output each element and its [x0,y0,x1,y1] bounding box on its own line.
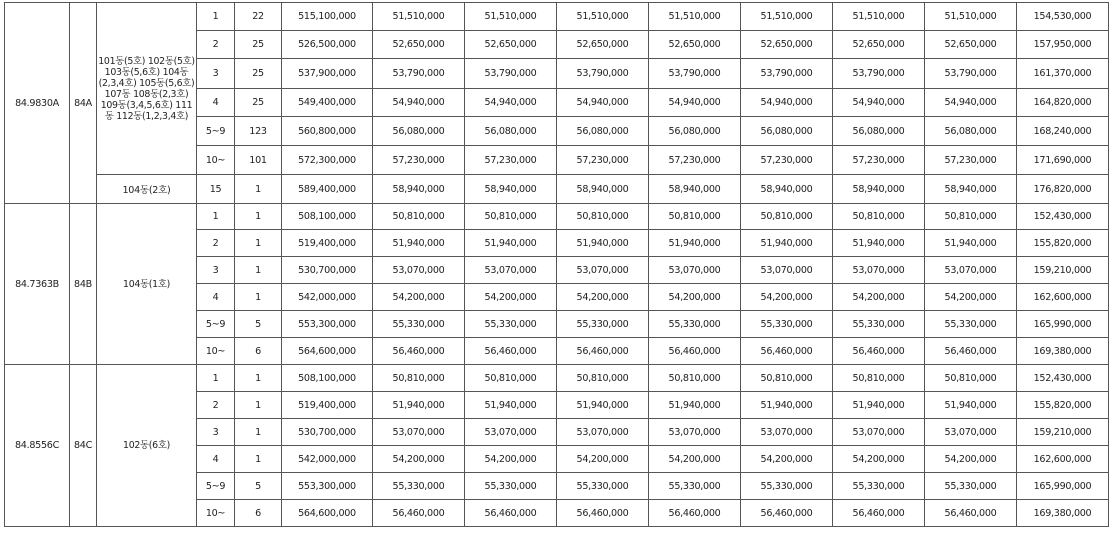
p2-cell: 56,460,000 [465,338,557,365]
table-row [5,365,1109,392]
p1-cell: 52,650,000 [373,31,465,59]
p1-cell: 54,200,000 [373,446,465,473]
p6-cell: 55,330,000 [833,473,925,500]
balance-cell: 169,380,000 [1017,500,1109,527]
p7-cell: 57,230,000 [925,146,1017,175]
balance-cell: 159,210,000 [1017,419,1109,446]
balance-cell: 168,240,000 [1017,117,1109,146]
floor-cell: 1 [197,3,235,31]
p3-cell: 51,510,000 [557,3,649,31]
total-cell: 530,700,000 [282,419,373,446]
p7-cell: 56,460,000 [925,338,1017,365]
p5-cell: 53,790,000 [741,59,833,89]
p2-cell: 57,230,000 [465,146,557,175]
p6-cell: 58,940,000 [833,175,925,204]
p6-cell: 55,330,000 [833,311,925,338]
p5-cell: 56,080,000 [741,117,833,146]
p3-cell: 57,230,000 [557,146,649,175]
balance-cell: 155,820,000 [1017,230,1109,257]
total-cell: 572,300,000 [282,146,373,175]
p7-cell: 51,940,000 [925,230,1017,257]
p2-cell: 58,940,000 [465,175,557,204]
units-cell: 123 [235,117,282,146]
p7-cell: 54,200,000 [925,446,1017,473]
p6-cell: 54,200,000 [833,284,925,311]
p5-cell: 51,940,000 [741,230,833,257]
floor-cell: 10~ [197,146,235,175]
p5-cell: 50,810,000 [741,204,833,230]
p6-cell: 56,460,000 [833,338,925,365]
p3-cell: 53,070,000 [557,257,649,284]
p7-cell: 50,810,000 [925,365,1017,392]
type-cell: 84A [70,3,97,204]
p4-cell: 51,940,000 [649,392,741,419]
p2-cell: 51,940,000 [465,230,557,257]
p6-cell: 51,940,000 [833,230,925,257]
total-cell: 549,400,000 [282,89,373,117]
p2-cell: 56,460,000 [465,500,557,527]
p2-cell: 51,940,000 [465,392,557,419]
p3-cell: 54,200,000 [557,284,649,311]
table-row [5,175,1109,204]
floor-cell: 2 [197,31,235,59]
total-cell: 542,000,000 [282,284,373,311]
p7-cell: 54,200,000 [925,284,1017,311]
p3-cell: 50,810,000 [557,204,649,230]
p4-cell: 51,940,000 [649,230,741,257]
floor-cell: 15 [197,175,235,204]
floor-cell: 3 [197,257,235,284]
total-cell: 519,400,000 [282,392,373,419]
p4-cell: 54,940,000 [649,89,741,117]
total-cell: 589,400,000 [282,175,373,204]
p4-cell: 53,070,000 [649,257,741,284]
price-table-body [5,3,1109,527]
p3-cell: 54,940,000 [557,89,649,117]
p4-cell: 50,810,000 [649,365,741,392]
p5-cell: 55,330,000 [741,473,833,500]
price-table [4,2,1109,527]
units-cell: 1 [235,446,282,473]
type-cell: 84B [70,204,97,365]
p2-cell: 56,080,000 [465,117,557,146]
total-cell: 537,900,000 [282,59,373,89]
p2-cell: 54,200,000 [465,284,557,311]
p7-cell: 51,510,000 [925,3,1017,31]
balance-cell: 159,210,000 [1017,257,1109,284]
p2-cell: 53,070,000 [465,257,557,284]
p1-cell: 51,940,000 [373,392,465,419]
p6-cell: 50,810,000 [833,365,925,392]
balance-cell: 169,380,000 [1017,338,1109,365]
units-cell: 5 [235,473,282,500]
p2-cell: 52,650,000 [465,31,557,59]
balance-cell: 157,950,000 [1017,31,1109,59]
p1-cell: 55,330,000 [373,311,465,338]
p7-cell: 55,330,000 [925,311,1017,338]
p2-cell: 50,810,000 [465,204,557,230]
units-cell: 1 [235,392,282,419]
p3-cell: 55,330,000 [557,311,649,338]
p1-cell: 54,940,000 [373,89,465,117]
p5-cell: 56,460,000 [741,338,833,365]
p6-cell: 54,940,000 [833,89,925,117]
floor-cell: 10~ [197,338,235,365]
total-cell: 508,100,000 [282,204,373,230]
balance-cell: 152,430,000 [1017,365,1109,392]
p2-cell: 51,510,000 [465,3,557,31]
units-cell: 5 [235,311,282,338]
balance-cell: 155,820,000 [1017,392,1109,419]
p1-cell: 54,200,000 [373,284,465,311]
balance-cell: 164,820,000 [1017,89,1109,117]
p4-cell: 54,200,000 [649,284,741,311]
p4-cell: 55,330,000 [649,311,741,338]
total-cell: 519,400,000 [282,230,373,257]
units-cell: 1 [235,419,282,446]
balance-cell: 171,690,000 [1017,146,1109,175]
area-cell: 84.7363B [5,204,70,365]
p2-cell: 55,330,000 [465,311,557,338]
p4-cell: 56,460,000 [649,338,741,365]
p4-cell: 53,790,000 [649,59,741,89]
p4-cell: 53,070,000 [649,419,741,446]
p3-cell: 52,650,000 [557,31,649,59]
units-cell: 6 [235,338,282,365]
units-cell: 1 [235,365,282,392]
p3-cell: 56,460,000 [557,338,649,365]
p5-cell: 53,070,000 [741,257,833,284]
p4-cell: 52,650,000 [649,31,741,59]
floor-cell: 4 [197,89,235,117]
balance-cell: 161,370,000 [1017,59,1109,89]
p6-cell: 50,810,000 [833,204,925,230]
p5-cell: 50,810,000 [741,365,833,392]
p1-cell: 50,810,000 [373,365,465,392]
total-cell: 560,800,000 [282,117,373,146]
p3-cell: 51,940,000 [557,392,649,419]
p3-cell: 56,460,000 [557,500,649,527]
units-cell: 1 [235,175,282,204]
p5-cell: 57,230,000 [741,146,833,175]
p2-cell: 54,940,000 [465,89,557,117]
p6-cell: 51,940,000 [833,392,925,419]
floor-cell: 1 [197,365,235,392]
area-cell: 84.9830A [5,3,70,204]
table-row [5,204,1109,230]
p3-cell: 50,810,000 [557,365,649,392]
p1-cell: 55,330,000 [373,473,465,500]
p4-cell: 55,330,000 [649,473,741,500]
units-cell: 1 [235,257,282,284]
floor-cell: 4 [197,284,235,311]
p5-cell: 51,510,000 [741,3,833,31]
balance-cell: 162,600,000 [1017,446,1109,473]
floor-cell: 3 [197,419,235,446]
p7-cell: 54,940,000 [925,89,1017,117]
p2-cell: 50,810,000 [465,365,557,392]
units-cell: 22 [235,3,282,31]
p7-cell: 58,940,000 [925,175,1017,204]
p7-cell: 53,070,000 [925,257,1017,284]
p6-cell: 56,080,000 [833,117,925,146]
total-cell: 515,100,000 [282,3,373,31]
units-cell: 25 [235,59,282,89]
p1-cell: 58,940,000 [373,175,465,204]
p1-cell: 53,070,000 [373,257,465,284]
area-cell: 84.8556C [5,365,70,527]
p7-cell: 50,810,000 [925,204,1017,230]
p7-cell: 56,460,000 [925,500,1017,527]
balance-cell: 154,530,000 [1017,3,1109,31]
p7-cell: 52,650,000 [925,31,1017,59]
p1-cell: 57,230,000 [373,146,465,175]
floor-cell: 1 [197,204,235,230]
p5-cell: 53,070,000 [741,419,833,446]
total-cell: 542,000,000 [282,446,373,473]
balance-cell: 176,820,000 [1017,175,1109,204]
dong-cell: 104동(1호) [97,204,197,365]
floor-cell: 2 [197,392,235,419]
floor-cell: 5~9 [197,117,235,146]
floor-cell: 4 [197,446,235,473]
floor-cell: 5~9 [197,473,235,500]
p7-cell: 53,790,000 [925,59,1017,89]
p7-cell: 56,080,000 [925,117,1017,146]
p6-cell: 53,070,000 [833,257,925,284]
total-cell: 564,600,000 [282,338,373,365]
p1-cell: 50,810,000 [373,204,465,230]
floor-cell: 2 [197,230,235,257]
p3-cell: 53,790,000 [557,59,649,89]
p4-cell: 56,460,000 [649,500,741,527]
p7-cell: 53,070,000 [925,419,1017,446]
type-cell: 84C [70,365,97,527]
p4-cell: 58,940,000 [649,175,741,204]
p2-cell: 53,790,000 [465,59,557,89]
p5-cell: 55,330,000 [741,311,833,338]
p2-cell: 55,330,000 [465,473,557,500]
p7-cell: 55,330,000 [925,473,1017,500]
units-cell: 25 [235,89,282,117]
total-cell: 553,300,000 [282,473,373,500]
p5-cell: 54,940,000 [741,89,833,117]
dong-cell: 101동(5호) 102동(5호) 103동(5,6호) 104동(2,3,4호) 105동(5,6호) 107동 108동(2,3호) 109동(3,4,5,6호) 111동 112동(1,2,3,4호) [97,3,197,175]
total-cell: 526,500,000 [282,31,373,59]
p5-cell: 52,650,000 [741,31,833,59]
p1-cell: 53,070,000 [373,419,465,446]
p4-cell: 50,810,000 [649,204,741,230]
p3-cell: 55,330,000 [557,473,649,500]
dong-cell: 104동(2호) [97,175,197,204]
units-cell: 1 [235,230,282,257]
p6-cell: 56,460,000 [833,500,925,527]
p6-cell: 57,230,000 [833,146,925,175]
p6-cell: 53,790,000 [833,59,925,89]
p5-cell: 58,940,000 [741,175,833,204]
units-cell: 25 [235,31,282,59]
p1-cell: 51,510,000 [373,3,465,31]
units-cell: 101 [235,146,282,175]
balance-cell: 165,990,000 [1017,473,1109,500]
floor-cell: 5~9 [197,311,235,338]
total-cell: 530,700,000 [282,257,373,284]
p1-cell: 56,460,000 [373,500,465,527]
p4-cell: 54,200,000 [649,446,741,473]
p3-cell: 54,200,000 [557,446,649,473]
p5-cell: 56,460,000 [741,500,833,527]
p6-cell: 54,200,000 [833,446,925,473]
p2-cell: 54,200,000 [465,446,557,473]
p1-cell: 56,080,000 [373,117,465,146]
p3-cell: 58,940,000 [557,175,649,204]
p5-cell: 54,200,000 [741,446,833,473]
p5-cell: 51,940,000 [741,392,833,419]
table-row [5,3,1109,31]
units-cell: 1 [235,284,282,311]
balance-cell: 162,600,000 [1017,284,1109,311]
units-cell: 1 [235,204,282,230]
dong-cell: 102동(6호) [97,365,197,527]
total-cell: 508,100,000 [282,365,373,392]
p6-cell: 52,650,000 [833,31,925,59]
total-cell: 564,600,000 [282,500,373,527]
floor-cell: 3 [197,59,235,89]
p4-cell: 51,510,000 [649,3,741,31]
total-cell: 553,300,000 [282,311,373,338]
p7-cell: 51,940,000 [925,392,1017,419]
units-cell: 6 [235,500,282,527]
p1-cell: 56,460,000 [373,338,465,365]
balance-cell: 165,990,000 [1017,311,1109,338]
p4-cell: 56,080,000 [649,117,741,146]
p3-cell: 56,080,000 [557,117,649,146]
p5-cell: 54,200,000 [741,284,833,311]
p6-cell: 53,070,000 [833,419,925,446]
p2-cell: 53,070,000 [465,419,557,446]
p3-cell: 53,070,000 [557,419,649,446]
balance-cell: 152,430,000 [1017,204,1109,230]
p1-cell: 51,940,000 [373,230,465,257]
floor-cell: 10~ [197,500,235,527]
p6-cell: 51,510,000 [833,3,925,31]
p1-cell: 53,790,000 [373,59,465,89]
p3-cell: 51,940,000 [557,230,649,257]
p4-cell: 57,230,000 [649,146,741,175]
